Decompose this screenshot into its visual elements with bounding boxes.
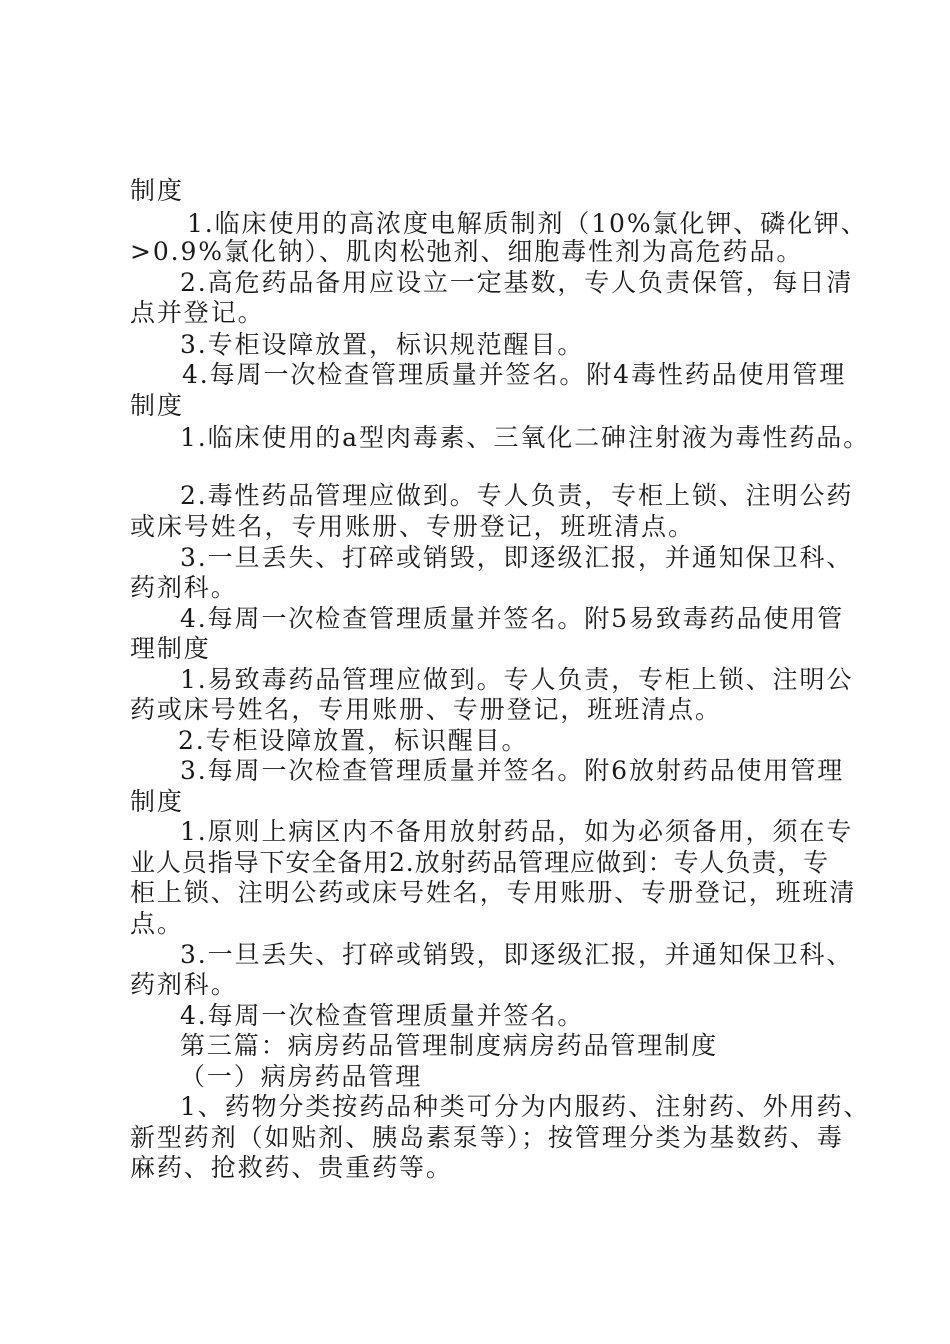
text-line: 4.每周一次检查管理质量并签名。附4毒性药品使用管理 <box>182 360 847 389</box>
text-line: 麻药、抢救药、贵重药等。 <box>130 1153 453 1182</box>
text-line: 或床号姓名，专用账册、专册登记，班班清点。 <box>130 512 695 541</box>
text-line: 2.毒性药品管理应做到。专人负责，专柜上锁、注明公药 <box>180 481 854 510</box>
text-line: 1.临床使用的高浓度电解质制剂（10%氯化钾、磷化钾、 <box>187 209 868 238</box>
text-line: 4.每周一次检查管理质量并签名。 <box>180 1001 585 1030</box>
text-line: （一）病房药品管理 <box>180 1062 423 1091</box>
text-line: 4.每周一次检查管理质量并签名。附5易致毒药品使用管 <box>180 604 845 633</box>
text-line: 理制度 <box>130 634 211 663</box>
text-line: 柜上锁、注明公药或床号姓名，专用账册、专册登记，班班清 <box>130 878 857 907</box>
text-line: 第三篇：病房药品管理制度病房药品管理制度 <box>180 1031 719 1060</box>
text-line: 1.原则上病区内不备用放射药品，如为必须备用，须在专 <box>180 817 854 846</box>
text-line: 制度 <box>130 391 184 420</box>
text-line: 药剂科。 <box>130 573 238 602</box>
text-line: 2.专柜设障放置，标识醒目。 <box>178 726 529 755</box>
text-line: 3.一旦丢失、打碎或销毁，即逐级汇报，并通知保卫科、 <box>180 543 854 572</box>
text-line: 1、药物分类按药品种类可分为内服药、注射药、外用药、 <box>180 1092 871 1121</box>
text-line: 3.专柜设障放置，标识规范醒目。 <box>180 330 585 359</box>
text-line: 制度 <box>130 787 184 816</box>
text-line: >0.9%氯化钠）、肌肉松弛剂、细胞毒性剂为高危药品。 <box>130 237 804 266</box>
text-line: 3.每周一次检查管理质量并签名。附6放射药品使用管理 <box>180 756 845 785</box>
text-line: 药或床号姓名，专用账册、专册登记，班班清点。 <box>130 695 722 724</box>
text-line: 业人员指导下安全备用2.放射药品管理应做到：专人负责，专 <box>130 848 830 877</box>
text-line: 点。 <box>130 909 184 938</box>
text-line: 1.临床使用的a型肉毒素、三氧化二砷注射液为毒性药品。 <box>180 423 871 452</box>
text-line: 制度 <box>130 176 184 205</box>
text-line: 3.一旦丢失、打碎或销毁，即逐级汇报，并通知保卫科、 <box>180 940 854 969</box>
text-line: 药剂科。 <box>130 970 238 999</box>
text-line: 点并登记。 <box>130 298 265 327</box>
text-line: 2.高危药品备用应设立一定基数，专人负责保管，每日清 <box>180 268 854 297</box>
text-line: 1.易致毒药品管理应做到。专人负责，专柜上锁、注明公 <box>180 665 854 694</box>
text-line: 新型药剂（如贴剂、胰岛素泵等）；按管理分类为基数药、毒 <box>130 1123 844 1152</box>
